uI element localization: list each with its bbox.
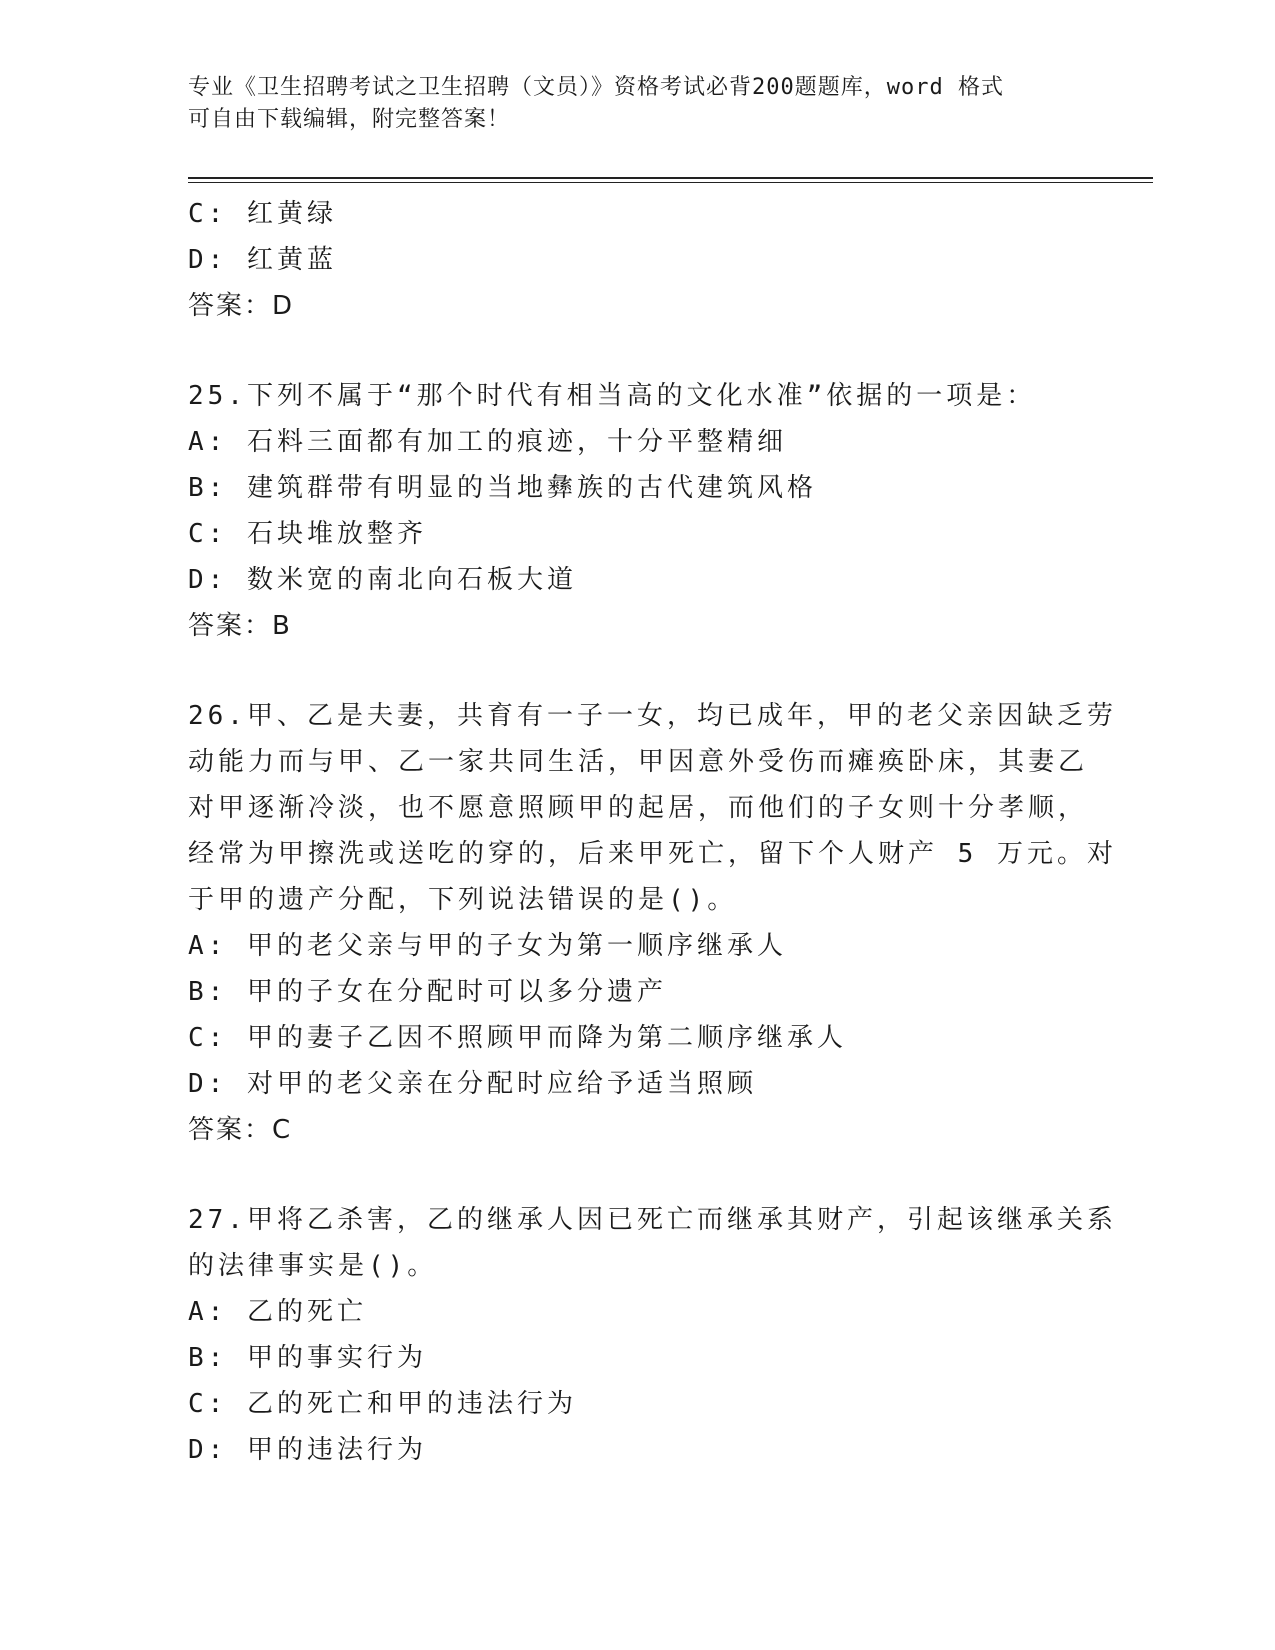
q25-answer: 答案：B bbox=[188, 611, 292, 641]
question-25 bbox=[188, 373, 1088, 649]
q26-stem-line-4: 经常为甲擦洗或送吃的穿的，后来甲死亡，留下个人财产 5 万元。对 bbox=[188, 839, 1117, 869]
q26-option-d: D: 对甲的老父亲在分配时应给予适当照顾 bbox=[188, 1069, 757, 1099]
q27-stem-line-1: 27.甲将乙杀害，乙的继承人因已死亡而继承其财产，引起该继承关系 bbox=[188, 1205, 1117, 1235]
header-divider-thin bbox=[188, 182, 1153, 183]
q25-option-c: C: 石块堆放整齐 bbox=[188, 519, 427, 549]
document-header bbox=[188, 72, 1068, 136]
header-line-1: 专业《卫生招聘考试之卫生招聘（文员）》资格考试必背200题题库，word 格式 bbox=[188, 75, 1004, 100]
q24-option-d: D: 红黄蓝 bbox=[188, 245, 337, 275]
q24-answer: 答案：D bbox=[188, 291, 295, 321]
q26-stem-line-3: 对甲逐渐冷淡，也不愿意照顾甲的起居，而他们的子女则十分孝顺， bbox=[188, 793, 1089, 823]
q26-stem-line-5: 于甲的遗产分配，下列说法错误的是()。 bbox=[188, 885, 738, 915]
q27-option-d: D: 甲的违法行为 bbox=[188, 1435, 427, 1465]
q25-option-d: D: 数米宽的南北向石板大道 bbox=[188, 565, 577, 595]
q27-option-a: A: 乙的死亡 bbox=[188, 1297, 367, 1327]
q27-option-b: B: 甲的事实行为 bbox=[188, 1343, 427, 1373]
question-content bbox=[188, 191, 1117, 1473]
header-divider-thick bbox=[188, 177, 1153, 179]
q27-option-c: C: 乙的死亡和甲的违法行为 bbox=[188, 1389, 577, 1419]
question-24 bbox=[188, 191, 1088, 329]
question-27 bbox=[188, 1197, 1117, 1473]
q26-option-c: C: 甲的妻子乙因不照顾甲而降为第二顺序继承人 bbox=[188, 1023, 847, 1053]
q26-stem-line-2: 动能力而与甲、乙一家共同生活，甲因意外受伤而瘫痪卧床，其妻乙 bbox=[188, 747, 1089, 777]
q25-option-b: B: 建筑群带有明显的当地彝族的古代建筑风格 bbox=[188, 473, 817, 503]
q25-stem: 25.下列不属于“那个时代有相当高的文化水准”依据的一项是： bbox=[188, 381, 1037, 411]
q26-option-b: B: 甲的子女在分配时可以多分遗产 bbox=[188, 977, 667, 1007]
q26-answer: 答案：C bbox=[188, 1115, 293, 1145]
q27-stem-line-2: 的法律事实是()。 bbox=[188, 1251, 438, 1281]
question-26 bbox=[188, 693, 1117, 1153]
q26-stem-line-1: 26.甲、乙是夫妻，共育有一子一女，均已成年，甲的老父亲因缺乏劳 bbox=[188, 701, 1117, 731]
header-line-2: 可自由下载编辑，附完整答案！ bbox=[188, 107, 511, 132]
q25-option-a: A: 石料三面都有加工的痕迹，十分平整精细 bbox=[188, 427, 787, 457]
q26-option-a: A: 甲的老父亲与甲的子女为第一顺序继承人 bbox=[188, 931, 787, 961]
q24-option-c: C: 红黄绿 bbox=[188, 199, 337, 229]
